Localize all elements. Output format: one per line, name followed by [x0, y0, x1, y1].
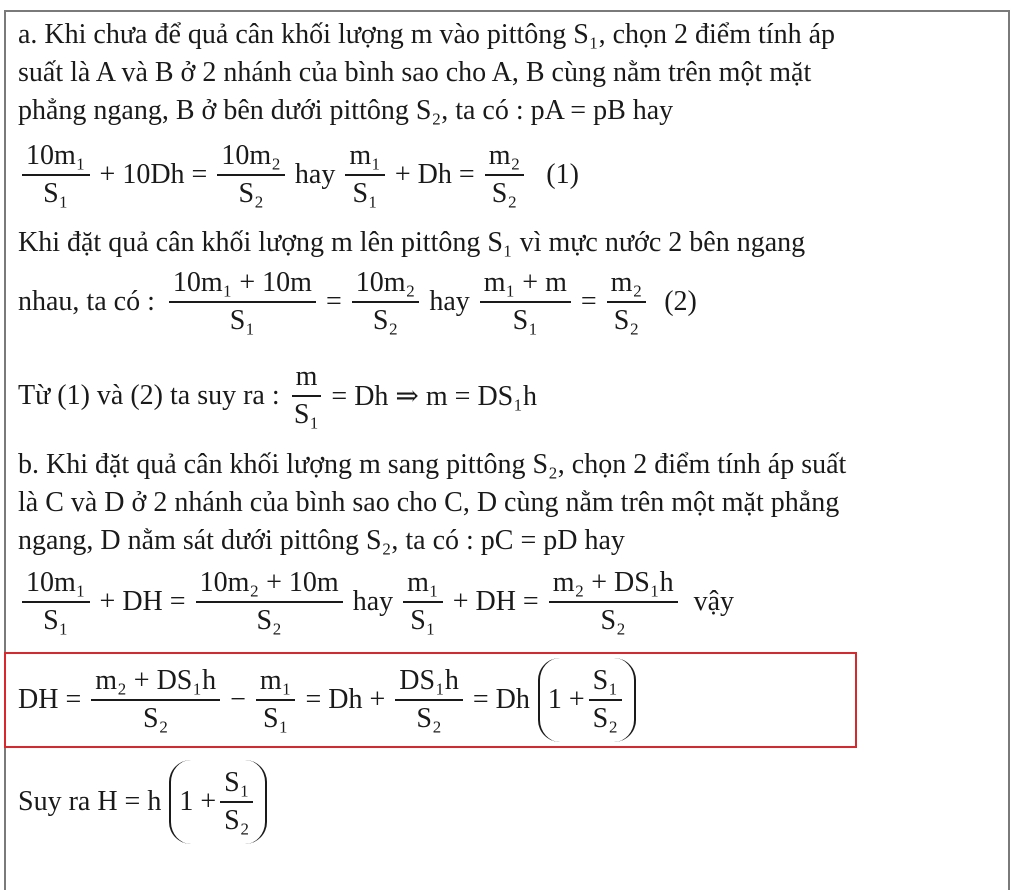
numerator: m₂ + DS₁h	[549, 567, 678, 603]
fraction	[217, 140, 285, 210]
denominator: S₂	[143, 703, 169, 734]
part-b-line-3: ngang, D nằm sát dưới pittông S₂, ta có : pC = pD hay	[18, 525, 625, 556]
numerator: S₁	[589, 665, 622, 701]
fraction	[480, 267, 571, 337]
denominator: S₁	[229, 305, 256, 336]
numerator: 10m₁	[22, 140, 90, 176]
fraction	[169, 267, 316, 337]
fraction	[91, 665, 220, 735]
parenthesized-group	[538, 658, 636, 742]
fraction	[22, 567, 90, 637]
fraction	[549, 567, 678, 637]
part-a-line-1: a. Khi chưa để quả cân khối lượng m vào pittông S₁, chọn 2 điểm tính áp	[18, 19, 835, 50]
denominator: S₁	[410, 605, 436, 636]
operator-text: 1 +	[547, 684, 585, 715]
numerator: m₁	[345, 140, 385, 176]
equation-1	[18, 135, 585, 215]
denominator: S₁	[43, 178, 69, 209]
numerator: 10m₂ + 10m	[196, 567, 343, 603]
operator-text: 1 +	[179, 786, 217, 817]
denominator: S₂	[592, 703, 618, 734]
denominator: S₁	[293, 399, 320, 430]
numerator: m₂	[485, 140, 525, 176]
fraction	[607, 267, 647, 337]
part-b-line-1: b. Khi đặt quả cân khối lượng m sang pittông S₂, chọn 2 điểm tính áp suất	[18, 449, 847, 480]
fraction	[352, 267, 420, 337]
fraction	[395, 665, 463, 735]
denominator: S₂	[600, 605, 626, 636]
equation-2	[18, 262, 703, 342]
equation-prefix: nhau, ta có :	[18, 286, 155, 317]
numerator: m₁ + m	[480, 267, 571, 303]
numerator: 10m₂	[217, 140, 285, 176]
equation-6	[18, 762, 267, 842]
part-a-line-2: suất là A và B ở 2 nhánh của bình sao cho A, B cùng nằm trên một mặt	[18, 57, 812, 88]
connector-text: vậy	[693, 586, 735, 617]
fraction	[345, 140, 385, 210]
numerator: m₂ + DS₁h	[91, 665, 220, 701]
denominator: S₁	[43, 605, 69, 636]
denominator: S₂	[372, 305, 399, 336]
numerator: 10m₁ + 10m	[169, 267, 316, 303]
operator-text: + DH =	[99, 586, 186, 617]
denominator: S₂	[613, 305, 640, 336]
numerator: 10m₂	[352, 267, 420, 303]
numerator: m₂	[607, 267, 647, 303]
denominator: S₁	[263, 703, 289, 734]
numerator: DS₁h	[395, 665, 463, 701]
denominator: S₂	[491, 178, 518, 209]
fraction	[196, 567, 343, 637]
fraction	[256, 665, 296, 735]
numerator: m₁	[256, 665, 296, 701]
operator-text: −	[230, 684, 246, 715]
operator-text: = Dh	[472, 684, 530, 715]
connector-text: hay	[429, 286, 470, 317]
equation-tag: (1)	[546, 159, 579, 190]
equation-result: = Dh ⇒ m = DS₁h	[331, 381, 538, 412]
fraction	[403, 567, 443, 637]
denominator: S₁	[512, 305, 538, 336]
equation-4	[18, 562, 740, 642]
equation-3	[18, 356, 543, 436]
fraction	[589, 665, 622, 735]
part-b-line-2: là C và D ở 2 nhánh của bình sao cho C, D cùng nằm trên một mặt phẳng	[18, 487, 840, 518]
equation-lhs: DH =	[18, 684, 82, 715]
equation-tag: (2)	[664, 286, 697, 317]
part-a-line-4: Khi đặt quả cân khối lượng m lên pittông S₁ vì mực nước 2 bên ngang	[18, 227, 806, 258]
operator-text: + DH =	[452, 586, 539, 617]
fraction	[292, 361, 322, 431]
numerator: 10m₁	[22, 567, 90, 603]
equation-prefix: Từ (1) và (2) ta suy ra :	[18, 380, 280, 411]
parenthesized-group	[169, 760, 267, 844]
denominator: S₁	[352, 178, 378, 209]
denominator: S₂	[256, 605, 282, 636]
numerator: m₁	[403, 567, 443, 603]
operator-text: =	[325, 286, 342, 317]
operator-text: + 10Dh =	[99, 159, 208, 190]
connector-text: hay	[294, 159, 336, 190]
fraction	[220, 767, 253, 837]
operator-text: = Dh +	[305, 684, 386, 715]
denominator: S₂	[224, 805, 250, 836]
denominator: S₂	[416, 703, 442, 734]
equation-5	[18, 660, 636, 740]
fraction	[485, 140, 525, 210]
denominator: S₂	[238, 178, 264, 209]
numerator: S₁	[220, 767, 253, 803]
connector-text: hay	[352, 586, 394, 617]
equation-prefix: Suy ra H = h	[18, 786, 162, 817]
part-a-line-3: phẳng ngang, B ở bên dưới pittông S₂, ta có : pA = pB hay	[18, 95, 674, 126]
fraction	[22, 140, 90, 210]
operator-text: + Dh =	[394, 159, 475, 190]
numerator: m	[292, 361, 322, 397]
operator-text: =	[580, 286, 597, 317]
